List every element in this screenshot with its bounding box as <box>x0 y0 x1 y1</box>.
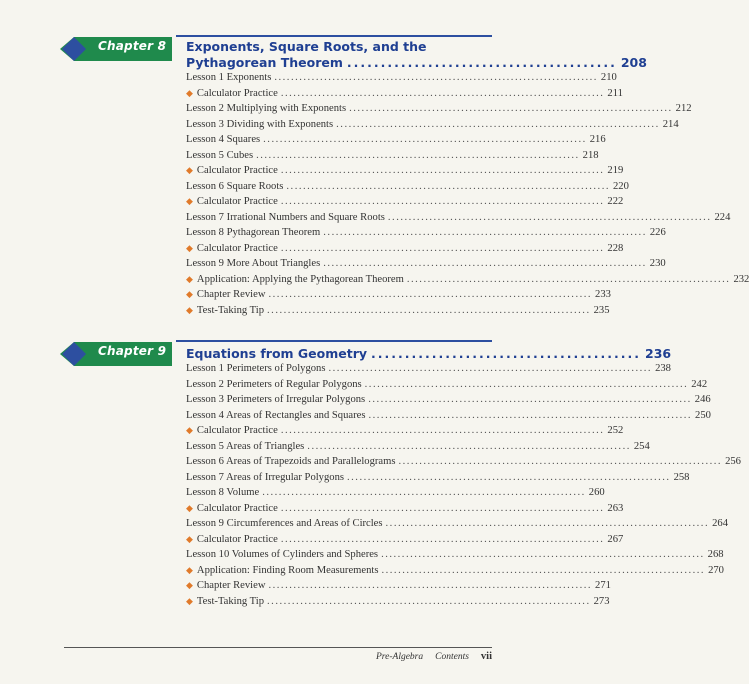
entry-page: 268 <box>707 549 724 560</box>
entry-title: Lesson 2 Multiplying with Exponents <box>186 103 347 114</box>
entry-title: Lesson 7 Areas of Irregular Polygons <box>186 471 344 483</box>
toc-entry[interactable] <box>186 256 666 272</box>
entry-title: Lesson 8 Pythagorean Theorem <box>186 227 321 238</box>
diamond-bullet-icon: ◆ <box>186 595 193 606</box>
entry-page: 214 <box>662 118 679 130</box>
leader-dots: .............................................................................. <box>263 134 587 145</box>
leader-dots: .............................................................................. <box>280 165 605 176</box>
toc-entry[interactable] <box>186 594 610 610</box>
entry-title: Lesson 8 Volume <box>186 487 260 498</box>
entry-title: Lesson 1 Exponents <box>186 72 272 83</box>
toc-entry[interactable] <box>186 501 624 517</box>
entry-title: Application: Applying the Pythagorean Theorem <box>196 273 404 285</box>
toc-entry[interactable] <box>186 423 624 439</box>
leader-dots: .............................................................................. <box>280 196 605 207</box>
entry-page: 267 <box>607 533 624 545</box>
leader-dots: .............................................................................. <box>385 518 710 529</box>
entry-title: Application: Finding Room Measurements <box>196 564 379 576</box>
chapter-title-line1: Exponents, Square Roots, and the <box>186 39 427 54</box>
diamond-bullet-icon: ◆ <box>186 289 193 299</box>
diamond-bullet-icon: ◆ <box>186 564 193 575</box>
toc-entry[interactable] <box>186 225 666 241</box>
chapter-page: 208 <box>620 55 647 70</box>
entry-page: 235 <box>593 304 610 316</box>
leader-dots: .............................................................................. <box>280 242 605 254</box>
toc-entry[interactable] <box>186 485 605 501</box>
toc-entry[interactable] <box>186 148 599 164</box>
chapter-title-line2: Pythagorean Theorem <box>186 55 343 70</box>
chapter-title[interactable] <box>186 346 672 362</box>
leader-dots: ........................................ <box>346 55 617 70</box>
leader-dots: .............................................................................. <box>349 103 673 114</box>
entry-title: Calculator Practice <box>196 165 278 176</box>
diamond-bullet-icon: ◆ <box>186 196 193 206</box>
entry-title: Lesson 10 Volumes of Cylinders and Spheres <box>186 549 379 560</box>
leader-dots: .............................................................................. <box>323 258 647 269</box>
diamond-bullet-icon: ◆ <box>186 87 193 98</box>
footer-page-number: vii <box>480 651 492 662</box>
entry-page: 233 <box>595 289 611 300</box>
entry-title: Lesson 6 Areas of Trapezoids and Parallelograms <box>186 456 396 467</box>
toc-entry[interactable] <box>186 132 606 148</box>
toc-entry[interactable] <box>186 210 731 226</box>
entry-title: Lesson 9 More About Triangles <box>186 258 321 269</box>
toc-entry[interactable] <box>186 179 629 195</box>
entry-title: Lesson 1 Perimeters of Polygons <box>186 363 326 374</box>
toc-entry[interactable] <box>186 117 679 133</box>
entry-page: 210 <box>600 72 617 83</box>
chapter-rule <box>176 35 492 37</box>
entry-page: 263 <box>607 502 624 514</box>
entry-page: 246 <box>694 394 711 405</box>
leader-dots: .............................................................................. <box>274 72 598 83</box>
entry-page: 264 <box>712 518 728 529</box>
diamond-bullet-icon: ◆ <box>186 165 193 175</box>
leader-dots: .............................................................................. <box>406 273 731 285</box>
footer-book: Pre-Algebra <box>375 652 424 662</box>
toc-entry[interactable] <box>186 470 690 486</box>
entry-page: 216 <box>589 134 606 145</box>
entry-list <box>186 70 749 318</box>
entry-title: Calculator Practice <box>196 196 278 207</box>
leader-dots: .............................................................................. <box>280 87 605 99</box>
leader-dots: .............................................................................. <box>262 487 586 498</box>
toc-entry[interactable] <box>186 532 624 548</box>
leader-dots: .............................................................................. <box>323 227 647 238</box>
entry-page: 224 <box>714 211 731 223</box>
toc-entry[interactable] <box>186 439 650 455</box>
footer-section: Contents <box>435 652 469 662</box>
leader-dots: .............................................................................. <box>286 180 610 192</box>
entry-page: 212 <box>675 103 692 114</box>
entry-page: 220 <box>612 180 629 192</box>
diamond-bullet-icon: ◆ <box>186 304 193 315</box>
entry-title: Lesson 2 Perimeters of Regular Polygons <box>186 378 362 390</box>
leader-dots: .............................................................................. <box>268 580 593 591</box>
entry-title: Lesson 3 Dividing with Exponents <box>186 118 334 130</box>
diamond-bullet-icon: ◆ <box>186 425 193 435</box>
toc-entry[interactable] <box>186 241 624 257</box>
toc-entry[interactable] <box>186 86 623 102</box>
leader-dots: ........................................ <box>371 346 641 361</box>
leader-dots: .............................................................................. <box>387 211 712 223</box>
entry-page: 260 <box>588 487 605 498</box>
chapter-label: Chapter 8 <box>98 39 167 53</box>
leader-dots: .............................................................................. <box>381 549 705 560</box>
chapter-title-line: Equations from Geometry <box>186 346 368 361</box>
chapter-rule <box>176 340 492 342</box>
chapter-title[interactable] <box>186 39 647 71</box>
leader-dots: .............................................................................. <box>267 595 591 607</box>
leader-dots: .............................................................................. <box>336 118 660 130</box>
entry-page: 222 <box>607 196 624 207</box>
entry-page: 254 <box>633 440 650 452</box>
entry-title: Lesson 7 Irrational Numbers and Square Roots <box>186 211 385 223</box>
entry-title: Calculator Practice <box>196 242 278 254</box>
leader-dots: .............................................................................. <box>368 409 693 421</box>
entry-title: Calculator Practice <box>196 502 278 514</box>
leader-dots: .............................................................................. <box>368 394 692 405</box>
entry-page: 211 <box>607 87 623 99</box>
entry-page: 218 <box>582 149 599 161</box>
toc-entry[interactable] <box>186 578 611 594</box>
toc-entry[interactable] <box>186 194 624 210</box>
entry-page: 256 <box>725 456 741 467</box>
entry-title: Chapter Review <box>196 580 266 591</box>
chapter-page: 236 <box>645 346 672 361</box>
leader-dots: .............................................................................. <box>280 425 605 436</box>
chapter-label: Chapter 9 <box>98 344 167 358</box>
entry-page: 228 <box>607 242 624 254</box>
entry-title: Test-Taking Tip <box>196 304 265 316</box>
entry-title: Lesson 4 Areas of Rectangles and Squares <box>186 409 366 421</box>
toc-entry[interactable] <box>186 272 749 288</box>
entry-title: Lesson 9 Circumferences and Areas of Circles <box>186 518 383 529</box>
entry-title: Calculator Practice <box>196 425 278 436</box>
leader-dots: .............................................................................. <box>347 471 671 483</box>
toc-entry[interactable] <box>186 516 728 532</box>
leader-dots: .............................................................................. <box>381 564 706 576</box>
entry-title: Lesson 5 Cubes <box>186 149 254 161</box>
entry-list <box>186 361 741 609</box>
entry-page: 242 <box>691 378 708 390</box>
footer-rule <box>64 647 492 648</box>
chapter-tab <box>60 341 172 367</box>
page-footer <box>376 651 492 662</box>
toc-entry[interactable] <box>186 101 692 117</box>
entry-title: Lesson 3 Perimeters of Irregular Polygons <box>186 394 366 405</box>
leader-dots: .............................................................................. <box>280 502 605 514</box>
toc-entry[interactable] <box>186 563 724 579</box>
leader-dots: .............................................................................. <box>398 456 723 467</box>
leader-dots: .............................................................................. <box>364 378 689 390</box>
entry-page: 230 <box>649 258 666 269</box>
entry-page: 219 <box>607 165 624 176</box>
entry-page: 258 <box>673 471 690 483</box>
entry-page: 250 <box>695 409 711 421</box>
entry-page: 252 <box>607 425 624 436</box>
entry-page: 238 <box>655 363 671 374</box>
diamond-bullet-icon: ◆ <box>186 273 193 284</box>
leader-dots: .............................................................................. <box>307 440 631 452</box>
leader-dots: .............................................................................. <box>280 533 605 545</box>
toc-entry[interactable] <box>186 377 708 393</box>
entry-title: Lesson 4 Squares <box>186 134 261 145</box>
leader-dots: .............................................................................. <box>256 149 580 161</box>
toc-entry[interactable] <box>186 392 711 408</box>
toc-entry[interactable] <box>186 303 610 319</box>
entry-title: Chapter Review <box>196 289 266 300</box>
entry-page: 271 <box>595 580 611 591</box>
entry-title: Test-Taking Tip <box>196 595 265 607</box>
entry-page: 232 <box>733 273 749 285</box>
toc-entry[interactable] <box>186 361 671 377</box>
leader-dots: .............................................................................. <box>268 289 593 300</box>
entry-title: Calculator Practice <box>196 87 278 99</box>
toc-entry[interactable] <box>186 163 624 179</box>
toc-entry[interactable] <box>186 70 617 86</box>
entry-title: Calculator Practice <box>196 533 278 545</box>
entry-title: Lesson 5 Areas of Triangles <box>186 440 305 452</box>
toc-entry[interactable] <box>186 454 741 470</box>
diamond-bullet-icon: ◆ <box>186 533 193 544</box>
entry-page: 273 <box>593 595 610 607</box>
diamond-bullet-icon: ◆ <box>186 580 193 590</box>
toc-entry[interactable] <box>186 287 611 303</box>
entry-page: 226 <box>649 227 666 238</box>
chapter-tab <box>60 36 172 62</box>
leader-dots: .............................................................................. <box>328 363 653 374</box>
leader-dots: .............................................................................. <box>267 304 591 316</box>
diamond-bullet-icon: ◆ <box>186 242 193 253</box>
entry-title: Lesson 6 Square Roots <box>186 180 284 192</box>
toc-entry[interactable] <box>186 547 724 563</box>
entry-page: 270 <box>708 564 724 576</box>
toc-entry[interactable] <box>186 408 711 424</box>
diamond-bullet-icon: ◆ <box>186 502 193 513</box>
